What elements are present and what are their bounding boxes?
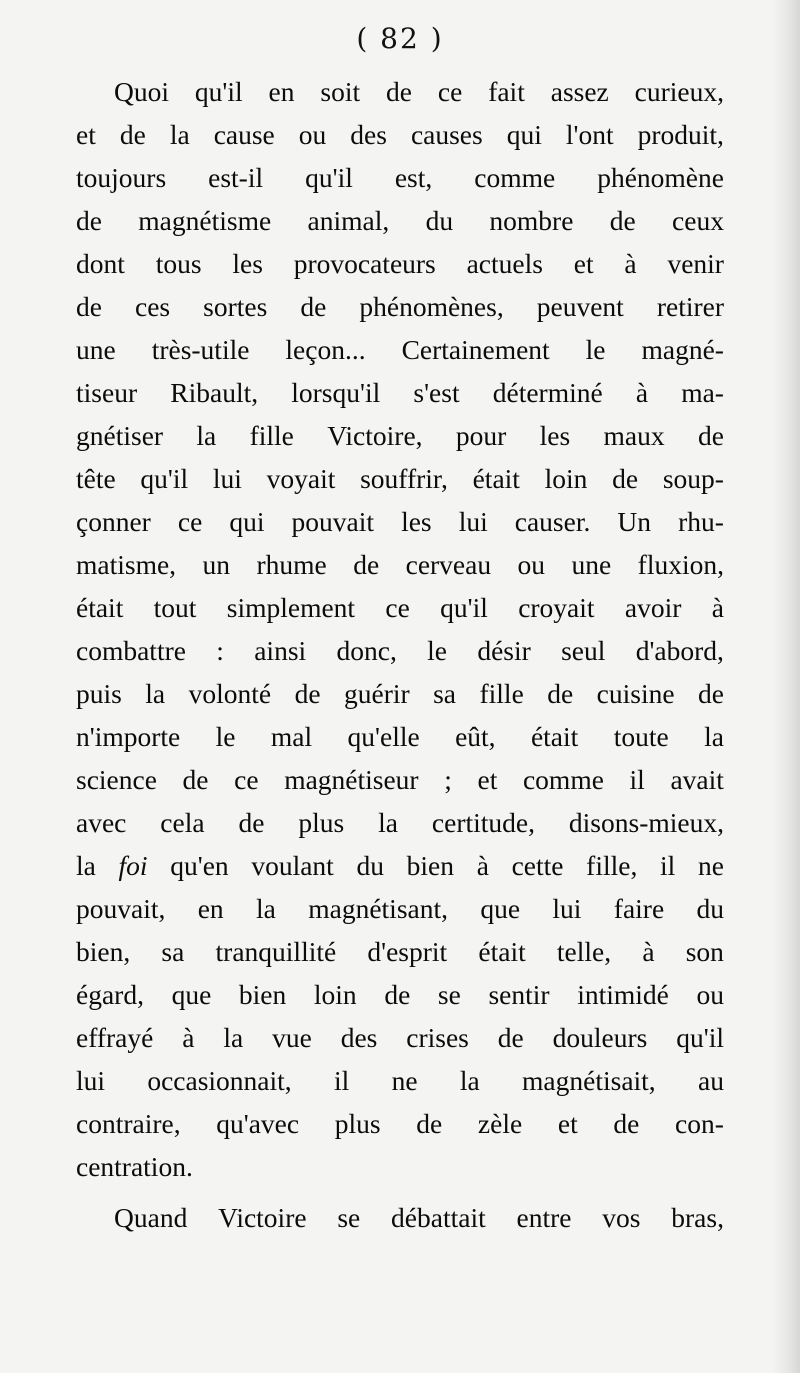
text-line: Quand Victoire se débattait entre vos bras, — [114, 1202, 724, 1233]
text-line: combattre : ainsi donc, le désir seul d'abord, — [76, 635, 724, 666]
text-line: centration. — [76, 1151, 193, 1182]
text-line: gnétiser la fille Victoire, pour les maux de — [76, 420, 724, 451]
text-line: tête qu'il lui voyait souffrir, était loin de soup- — [76, 463, 724, 494]
text-line: égard, que bien loin de se sentir intimidé ou — [76, 979, 724, 1010]
text-line: n'importe le mal qu'elle eût, était toute la — [76, 721, 724, 752]
text-line: matisme, un rhume de cerveau ou une fluxion, — [76, 549, 724, 580]
text-line: de ces sortes de phénomènes, peuvent retirer — [76, 291, 724, 322]
text-line: une très-utile leçon... Certainement le magné- — [76, 334, 724, 365]
text-line: contraire, qu'avec plus de zèle et de con- — [76, 1108, 724, 1139]
body-text — [76, 70, 724, 1239]
text-line: toujours est-il qu'il est, comme phénomène — [76, 162, 724, 193]
text-line: çonner ce qui pouvait les lui causer. Un rhu- — [76, 506, 724, 537]
text-line: était tout simplement ce qu'il croyait avoir à — [76, 592, 724, 623]
text-line: pouvait, en la magnétisant, que lui faire du — [76, 893, 724, 924]
text-line: bien, sa tranquillité d'esprit était telle, à son — [76, 936, 724, 967]
text-line: dont tous les provocateurs actuels et à venir — [76, 248, 724, 279]
text-line: effrayé à la vue des crises de douleurs qu'il — [76, 1022, 724, 1053]
text-line: et de la cause ou des causes qui l'ont produit, — [76, 119, 724, 150]
paragraph-1 — [76, 70, 724, 1188]
text-line: la foi qu'en voulant du bien à cette fille, il ne — [76, 850, 724, 881]
text-line: de magnétisme animal, du nombre de ceux — [76, 205, 724, 236]
text-line: Quoi qu'il en soit de ce fait assez curieux, — [114, 76, 724, 107]
text-line: science de ce magnétiseur ; et comme il avait — [76, 764, 724, 795]
paragraph-2 — [76, 1196, 724, 1239]
text-line: lui occasionnait, il ne la magnétisait, au — [76, 1065, 724, 1096]
page-number: ( 82 ) — [356, 22, 444, 55]
text-line: avec cela de plus la certitude, disons-mieux, — [76, 807, 724, 838]
page-edge-shadow — [772, 0, 800, 1373]
text-line: tiseur Ribault, lorsqu'il s'est déterminé à ma- — [76, 377, 724, 408]
text-line: puis la volonté de guérir sa fille de cuisine de — [76, 678, 724, 709]
